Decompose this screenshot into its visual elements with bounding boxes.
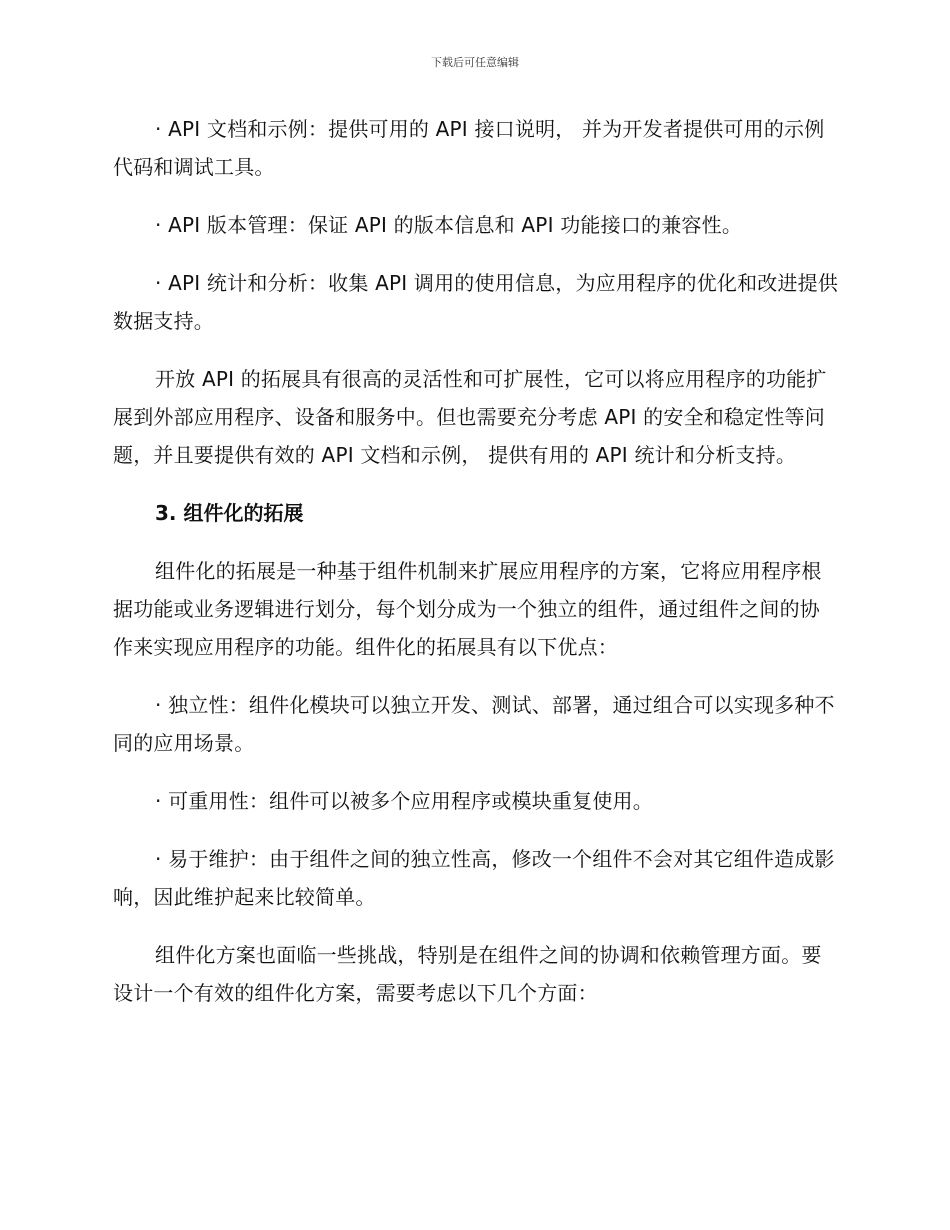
bullet-api-version: · API 版本管理：保证 API 的版本信息和 API 功能接口的兼容性。 — [155, 213, 743, 237]
document-body — [113, 110, 840, 1032]
paragraph-open-api-summary: 开放 API 的拓展具有很高的灵活性和可扩展性，它可以将应用程序的功能扩展到外部应用程序、设备和服务中。但也需要充分考虑 API 的安全和稳定性等问题，并且要提供有效的 API 文档和示例， 提供有用的 API 统计和分析支持。 — [113, 367, 827, 467]
page-header: 下载后可任意编辑 — [431, 56, 519, 69]
section-heading: 3. 组件化的拓展 — [155, 501, 304, 525]
bullet-maintainability: · 易于维护：由于组件之间的独立性高，修改一个组件不会对其它组件造成影响，因此维护起来比较简单。 — [113, 847, 835, 909]
bullet-api-docs: · API 文档和示例：提供可用的 API 接口说明， 并为开发者提供可用的示例代码和调试工具。 — [113, 117, 825, 179]
paragraph-component-intro: 组件化的拓展是一种基于组件机制来扩展应用程序的方案，它将应用程序根据功能或业务逻辑进行划分，每个划分成为一个独立的组件，通过组件之间的协作来实现应用程序的功能。组件化的拓展具有以下优点： — [113, 559, 822, 659]
paragraph-component-challenges: 组件化方案也面临一些挑战，特别是在组件之间的协调和依赖管理方面。要设计一个有效的组件化方案，需要考虑以下几个方面： — [113, 943, 822, 1005]
bullet-api-stats: · API 统计和分析：收集 API 调用的使用信息，为应用程序的优化和改进提供数据支持。 — [113, 271, 839, 333]
bullet-reusability: · 可重用性：组件可以被多个应用程序或模块重复使用。 — [155, 789, 653, 813]
bullet-independence: · 独立性：组件化模块可以独立开发、测试、部署，通过组合可以实现多种不同的应用场景。 — [113, 693, 835, 755]
